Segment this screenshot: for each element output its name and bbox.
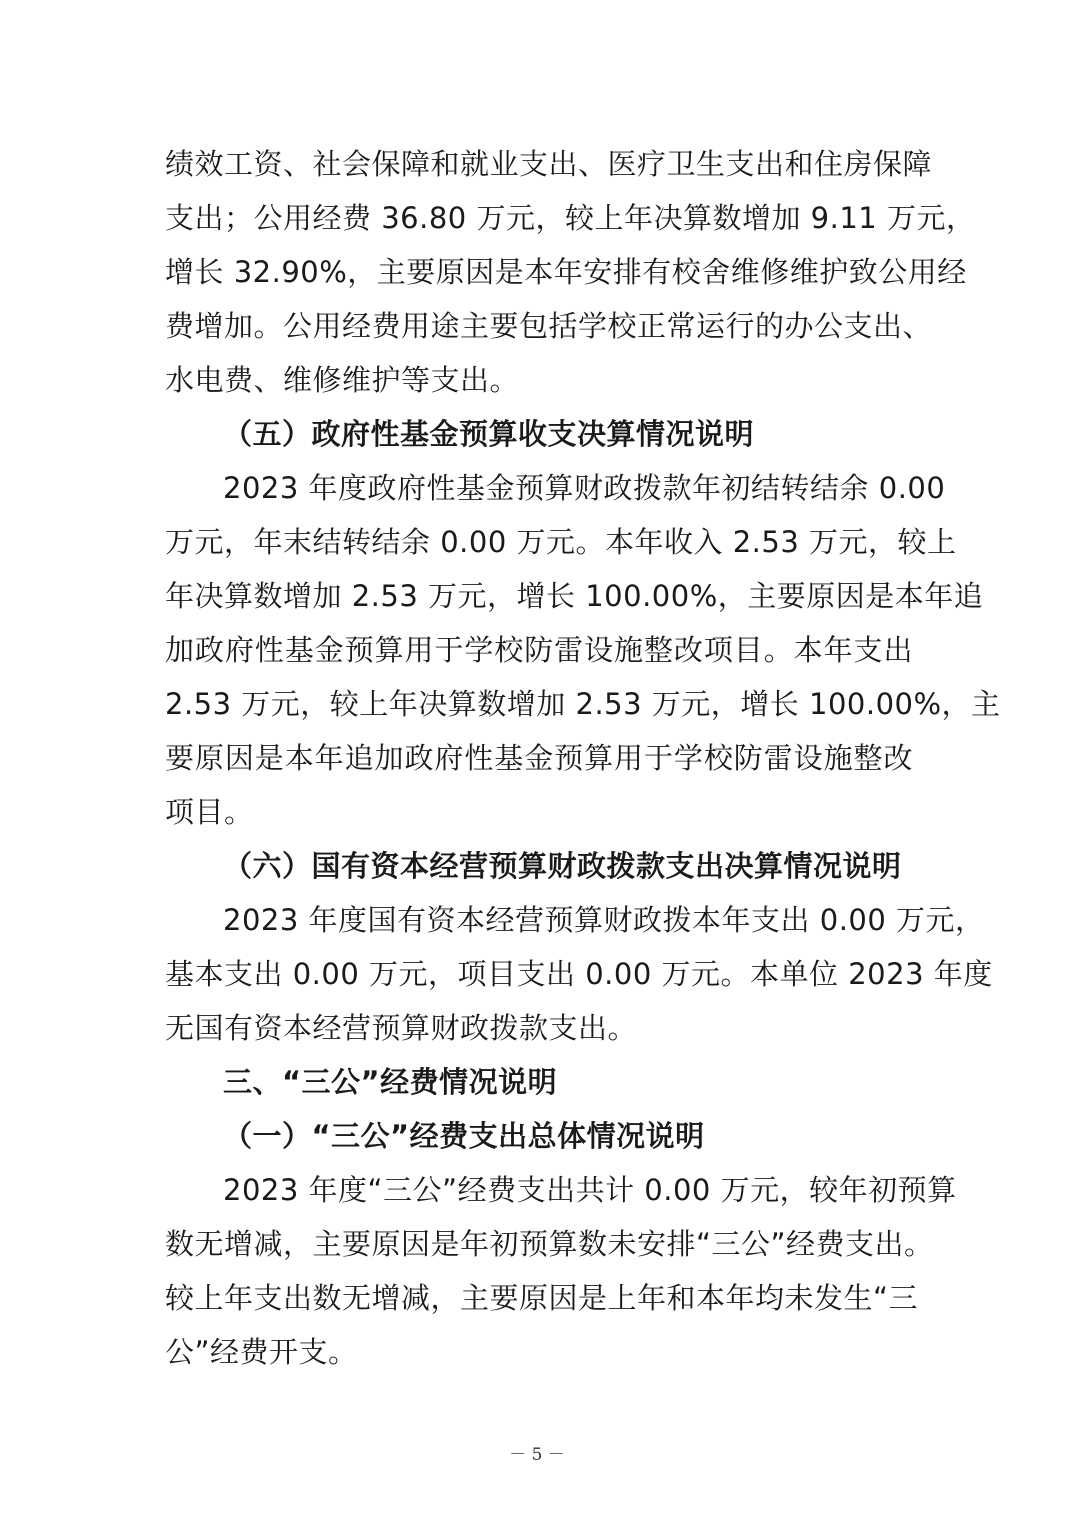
paragraph-line: 费增加。公用经费用途主要包括学校正常运行的办公支出、	[165, 309, 933, 343]
paragraph-line: 年决算数增加 2.53 万元，增长 100.00%，主要原因是本年追	[165, 579, 984, 613]
paragraph-line: 2023 年度“三公”经费支出共计 0.00 万元，较年初预算	[223, 1173, 957, 1207]
paragraph-line: 万元，年末结转结余 0.00 万元。本年收入 2.53 万元，较上	[165, 525, 957, 559]
paragraph-line: 公”经费开支。	[165, 1335, 358, 1369]
paragraph-line: 2023 年度政府性基金预算财政拨款年初结转结余 0.00	[223, 471, 946, 505]
part-heading-3: 三、“三公”经费情况说明	[223, 1065, 558, 1099]
section-heading-5: （五）政府性基金预算收支决算情况说明	[223, 417, 755, 451]
page-body	[165, 137, 1001, 1379]
paragraph-line: 无国有资本经营预算财政拨款支出。	[165, 1011, 638, 1045]
paragraph-line: 较上年支出数无增减，主要原因是上年和本年均未发生“三	[165, 1281, 919, 1315]
paragraph-line: 增长 32.90%，主要原因是本年安排有校舍维修维护致公用经	[165, 255, 967, 289]
paragraph-line: 2.53 万元，较上年决算数增加 2.53 万元，增长 100.00%，主	[165, 687, 1001, 721]
paragraph-line: 支出；公用经费 36.80 万元，较上年决算数增加 9.11 万元，	[165, 201, 976, 235]
page-number: － 5 －	[509, 1445, 565, 1465]
section-heading-6: （六）国有资本经营预算财政拨款支出决算情况说明	[223, 849, 902, 883]
paragraph-line: 2023 年度国有资本经营预算财政拨本年支出 0.00 万元，	[223, 903, 985, 937]
paragraph-line: 基本支出 0.00 万元，项目支出 0.00 万元。本单位 2023 年度	[165, 957, 993, 991]
paragraph-line: 绩效工资、社会保障和就业支出、医疗卫生支出和住房保障	[165, 147, 933, 181]
paragraph-line: 要原因是本年追加政府性基金预算用于学校防雷设施整改	[165, 741, 913, 775]
sub-heading-3-1: （一）“三公”经费支出总体情况说明	[223, 1119, 705, 1153]
paragraph-line: 数无增减，主要原因是年初预算数未安排“三公”经费支出。	[165, 1227, 934, 1261]
paragraph-line: 项目。	[165, 795, 254, 829]
paragraph-line: 加政府性基金预算用于学校防雷设施整改项目。本年支出	[165, 633, 913, 667]
paragraph-line: 水电费、维修维护等支出。	[165, 363, 520, 397]
